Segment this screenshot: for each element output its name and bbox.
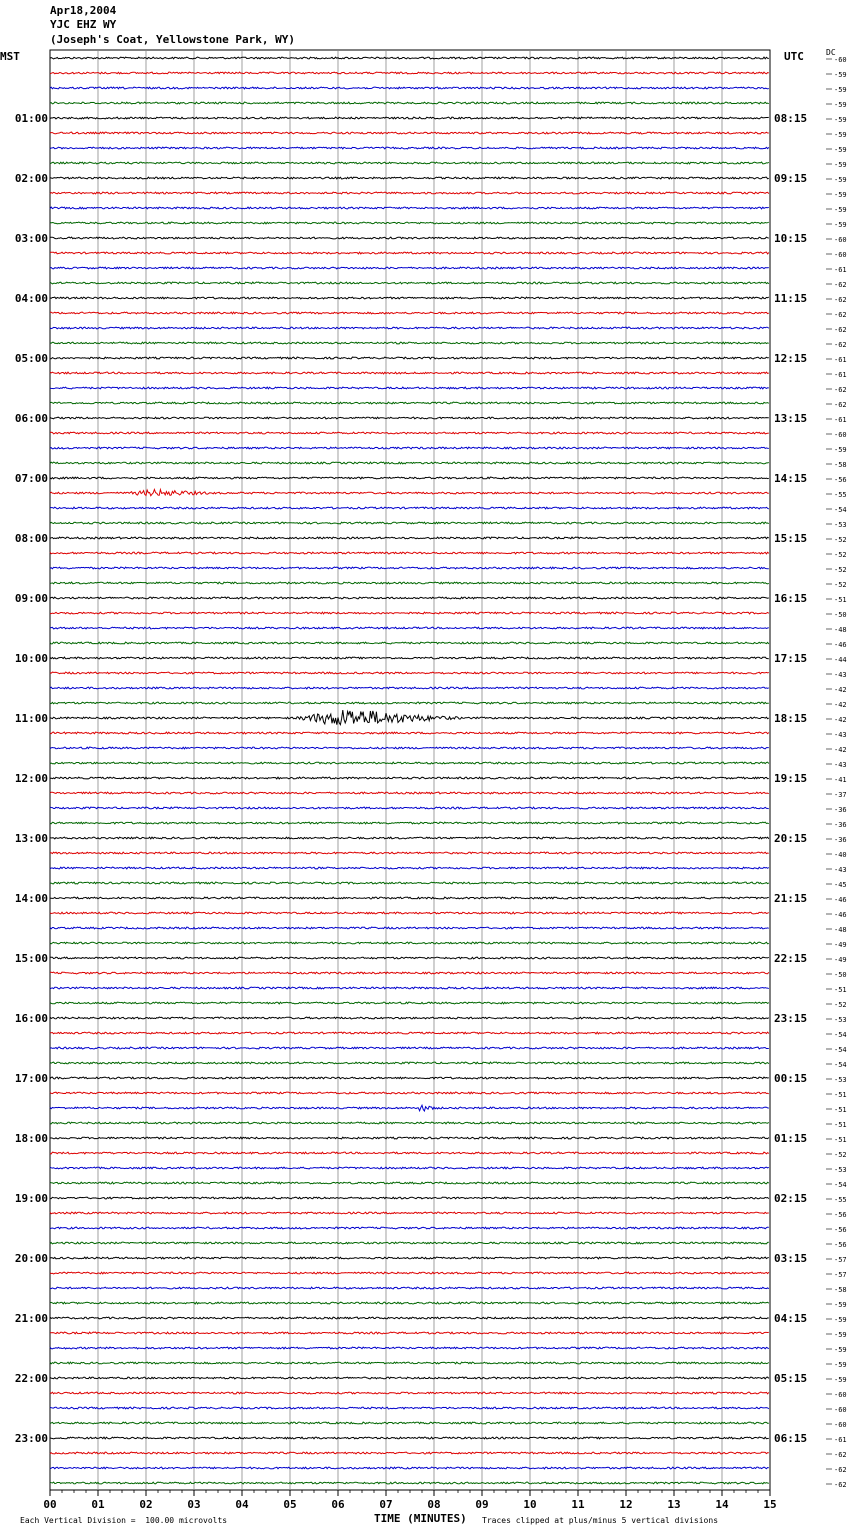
trace-row (50, 1482, 769, 1484)
dc-offset-label: -54 (834, 506, 847, 514)
x-tick-label: 03 (187, 1498, 201, 1511)
dc-offset-label: -52 (834, 536, 847, 544)
trace-row (50, 1257, 769, 1259)
trace-row (50, 1302, 769, 1304)
dc-offset-label: -61 (834, 266, 847, 274)
trace-row (50, 342, 769, 344)
dc-offset-label: -62 (834, 1466, 847, 1474)
dc-offset-label: -62 (834, 296, 847, 304)
trace-row (50, 1452, 769, 1454)
trace-row (50, 1077, 769, 1079)
trace-row (50, 567, 769, 569)
dc-offset-label: -62 (834, 341, 847, 349)
hour-label-right: 01:15 (774, 1132, 808, 1145)
dc-offset-label: -54 (834, 1181, 847, 1189)
x-tick-label: 14 (715, 1498, 729, 1511)
x-tick-label: 05 (283, 1498, 297, 1511)
trace-row (50, 732, 769, 734)
trace-row (50, 117, 769, 119)
dc-offset-label: -59 (834, 101, 847, 109)
trace-row (50, 177, 769, 179)
dc-offset-label: -56 (834, 476, 847, 484)
hour-label-left: 20:00 (14, 1252, 48, 1265)
trace-row (50, 447, 769, 449)
trace-row (50, 927, 769, 929)
dc-offset-label: -60 (834, 1421, 847, 1429)
trace-row (50, 792, 769, 794)
dc-offset-label: -58 (834, 1286, 847, 1294)
dc-offset-label: -42 (834, 686, 847, 694)
hour-label-left: 05:00 (14, 352, 48, 365)
hour-label-right: 14:15 (774, 472, 808, 485)
trace-row (50, 882, 769, 884)
hour-label-left: 18:00 (14, 1132, 48, 1145)
trace-row (50, 1227, 769, 1229)
dc-offset-label: -58 (834, 461, 847, 469)
dc-offset-label: -53 (834, 1166, 847, 1174)
dc-offset-label: -46 (834, 896, 847, 904)
dc-offset-label: -46 (834, 641, 847, 649)
trace-row (50, 1407, 769, 1409)
trace-row (50, 1467, 769, 1469)
dc-offset-label: -60 (834, 251, 847, 259)
dc-offset-label: -41 (834, 776, 847, 784)
dc-offset-label: -51 (834, 986, 847, 994)
dc-offset-label: -59 (834, 1346, 847, 1354)
trace-row (50, 1002, 769, 1004)
x-tick-label: 02 (139, 1498, 153, 1511)
x-tick-label: 13 (667, 1498, 681, 1511)
dc-offset-label: -36 (834, 836, 847, 844)
hour-label-left: 10:00 (14, 652, 48, 665)
dc-offset-label: -62 (834, 1481, 847, 1489)
hour-label-left: 17:00 (14, 1072, 48, 1085)
trace-row (50, 297, 769, 299)
trace-row (50, 1047, 769, 1049)
dc-offset-label: -56 (834, 1226, 847, 1234)
trace-row (50, 490, 769, 496)
trace-row (50, 537, 769, 539)
dc-offset-label: -51 (834, 1121, 847, 1129)
dc-offset-label: -59 (834, 176, 847, 184)
clip-note: Traces clipped at plus/minus 5 vertical divisions (482, 1516, 719, 1525)
trace-row (50, 1422, 769, 1424)
trace-row (50, 1167, 769, 1169)
hour-label-right: 11:15 (774, 292, 808, 305)
trace-row (50, 612, 769, 614)
trace-row (50, 657, 769, 659)
trace-row (50, 597, 769, 599)
dc-offset-label: -53 (834, 521, 847, 529)
trace-row (50, 972, 769, 974)
header-location: (Joseph's Coat, Yellowstone Park, WY) (50, 33, 296, 46)
trace-row (50, 267, 769, 269)
trace-row (50, 1242, 769, 1244)
dc-offset-label: -46 (834, 911, 847, 919)
dc-offset-label: -59 (834, 116, 847, 124)
x-tick-label: 10 (523, 1498, 537, 1511)
trace-row (50, 477, 769, 479)
dc-offset-label: -55 (834, 1196, 847, 1204)
left-zone-label: MST (0, 50, 20, 63)
dc-offset-label: -37 (834, 791, 847, 799)
trace-row (50, 627, 769, 629)
hour-label-left: 23:00 (14, 1432, 48, 1445)
dc-offset-label: -62 (834, 386, 847, 394)
dc-offset-label: -55 (834, 491, 847, 499)
dc-offset-label: -42 (834, 701, 847, 709)
hour-label-right: 18:15 (774, 712, 808, 725)
x-tick-label: 11 (571, 1498, 585, 1511)
hour-label-right: 08:15 (774, 112, 808, 125)
dc-offset-label: -49 (834, 941, 847, 949)
dc-offset-label: -51 (834, 1106, 847, 1114)
dc-offset-label: -62 (834, 311, 847, 319)
dc-offset-label: -59 (834, 146, 847, 154)
hour-label-right: 04:15 (774, 1312, 808, 1325)
dc-offset-label: -54 (834, 1061, 847, 1069)
dc-offset-label: -59 (834, 446, 847, 454)
dc-offset-label: -61 (834, 416, 847, 424)
dc-offset-label: -40 (834, 851, 847, 859)
hour-label-left: 14:00 (14, 892, 48, 905)
dc-offset-label: -52 (834, 1151, 847, 1159)
x-axis-label: TIME (MINUTES) (374, 1512, 467, 1525)
x-tick-label: 08 (427, 1498, 441, 1511)
trace-row (50, 1182, 769, 1184)
dc-offset-label: -48 (834, 626, 847, 634)
trace-row (50, 582, 769, 584)
header-station: YJC EHZ WY (50, 18, 117, 31)
trace-row (50, 687, 769, 689)
hour-label-right: 15:15 (774, 532, 808, 545)
header-date: Apr18,2004 (50, 4, 117, 17)
trace-row (50, 1437, 769, 1439)
dc-offset-label: -43 (834, 866, 847, 874)
trace-row (50, 162, 769, 164)
dc-offset-label: -43 (834, 731, 847, 739)
trace-row (50, 747, 769, 749)
hour-label-left: 15:00 (14, 952, 48, 965)
trace-row (50, 1092, 769, 1094)
dc-offset-label: -61 (834, 1436, 847, 1444)
dc-offset-label: -51 (834, 1091, 847, 1099)
dc-offset-label: -59 (834, 86, 847, 94)
hour-label-left: 16:00 (14, 1012, 48, 1025)
x-tick-label: 12 (619, 1498, 633, 1511)
trace-row (50, 1122, 769, 1124)
trace-row (50, 357, 769, 359)
dc-offset-label: -52 (834, 551, 847, 559)
trace-row (50, 1137, 769, 1139)
x-tick-label: 15 (763, 1498, 777, 1511)
dc-offset-label: -60 (834, 1391, 847, 1399)
hour-label-left: 07:00 (14, 472, 48, 485)
trace-row (50, 852, 769, 854)
trace-row (50, 1062, 769, 1064)
dc-offset-label: -57 (834, 1256, 847, 1264)
trace-row (50, 1332, 769, 1334)
trace-row (50, 237, 769, 239)
trace-row (50, 1197, 769, 1199)
dc-offset-label: -53 (834, 1076, 847, 1084)
dc-offset-label: -59 (834, 131, 847, 139)
dc-offset-label: -51 (834, 1136, 847, 1144)
trace-row (50, 1105, 769, 1111)
trace-row (50, 417, 769, 419)
hour-label-left: 12:00 (14, 772, 48, 785)
hour-label-left: 21:00 (14, 1312, 48, 1325)
x-tick-label: 04 (235, 1498, 249, 1511)
hour-label-right: 16:15 (774, 592, 808, 605)
dc-offset-label: -59 (834, 1331, 847, 1339)
dc-offset-label: -36 (834, 806, 847, 814)
trace-row (50, 702, 769, 704)
trace-row (50, 192, 769, 194)
dc-offset-label: -56 (834, 1241, 847, 1249)
trace-row (50, 1287, 769, 1289)
trace-row (50, 282, 769, 284)
dc-offset-label: -60 (834, 236, 847, 244)
trace-row (50, 1032, 769, 1034)
trace-row (50, 402, 769, 404)
hour-label-right: 13:15 (774, 412, 808, 425)
trace-row (50, 1152, 769, 1154)
hour-label-right: 02:15 (774, 1192, 808, 1205)
x-tick-label: 00 (43, 1498, 57, 1511)
trace-row (50, 312, 769, 314)
dc-offset-label: -56 (834, 1211, 847, 1219)
dc-offset-label: -42 (834, 716, 847, 724)
dc-offset-label: -60 (834, 431, 847, 439)
trace-row (50, 1347, 769, 1349)
dc-offset-label: -53 (834, 1016, 847, 1024)
x-tick-label: 09 (475, 1498, 489, 1511)
hour-label-right: 12:15 (774, 352, 808, 365)
dc-offset-label: -59 (834, 221, 847, 229)
hour-label-right: 05:15 (774, 1372, 808, 1385)
hour-label-left: 01:00 (14, 112, 48, 125)
dc-offset-label: -62 (834, 1451, 847, 1459)
dc-offset-label: -54 (834, 1046, 847, 1054)
trace-row (50, 912, 769, 914)
dc-offset-label: -43 (834, 671, 847, 679)
dc-offset-label: -52 (834, 1001, 847, 1009)
trace-row (50, 642, 769, 644)
hour-label-left: 02:00 (14, 172, 48, 185)
dc-offset-label: -61 (834, 371, 847, 379)
trace-row (50, 1377, 769, 1379)
dc-offset-label: -51 (834, 596, 847, 604)
hour-label-right: 00:15 (774, 1072, 808, 1085)
dc-offset-label: -43 (834, 761, 847, 769)
dc-offset-label: -44 (834, 656, 847, 664)
trace-row (50, 522, 769, 524)
dc-offset-label: -54 (834, 1031, 847, 1039)
trace-row (50, 462, 769, 464)
hour-label-left: 03:00 (14, 232, 48, 245)
x-tick-label: 06 (331, 1498, 345, 1511)
trace-row (50, 807, 769, 809)
dc-offset-label: -45 (834, 881, 847, 889)
x-tick-label: 01 (91, 1498, 105, 1511)
dc-offset-label: -59 (834, 161, 847, 169)
hour-label-left: 09:00 (14, 592, 48, 605)
trace-row (50, 1362, 769, 1364)
dc-offset-label: -62 (834, 401, 847, 409)
dc-offset-label: -59 (834, 71, 847, 79)
dc-offset-label: -52 (834, 581, 847, 589)
trace-row (50, 1017, 769, 1019)
dc-offset-label: -50 (834, 611, 847, 619)
hour-label-left: 22:00 (14, 1372, 48, 1385)
trace-row (50, 252, 769, 254)
trace-row (50, 147, 769, 149)
trace-row (50, 372, 769, 374)
dc-offset-label: -60 (834, 56, 847, 64)
dc-offset-label: -42 (834, 746, 847, 754)
dc-offset-label: -50 (834, 971, 847, 979)
hour-label-left: 19:00 (14, 1192, 48, 1205)
dc-offset-label: -59 (834, 1301, 847, 1309)
trace-row (50, 387, 769, 389)
x-tick-label: 07 (379, 1498, 393, 1511)
dc-label: DC (826, 48, 836, 57)
dc-offset-label: -57 (834, 1271, 847, 1279)
trace-row (50, 957, 769, 959)
trace-row (50, 822, 769, 824)
trace-row (50, 87, 769, 89)
trace-row (50, 432, 769, 434)
trace-row (50, 897, 769, 899)
trace-row (50, 72, 769, 74)
dc-offset-label: -59 (834, 1316, 847, 1324)
trace-row (50, 207, 769, 209)
dc-offset-label: -59 (834, 206, 847, 214)
trace-row (50, 507, 769, 509)
trace-row (50, 1212, 769, 1214)
dc-offset-label: -61 (834, 356, 847, 364)
hour-label-left: 11:00 (14, 712, 48, 725)
hour-label-right: 23:15 (774, 1012, 808, 1025)
hour-label-left: 04:00 (14, 292, 48, 305)
hour-label-left: 06:00 (14, 412, 48, 425)
trace-row (50, 1392, 769, 1394)
dc-offset-label: -62 (834, 326, 847, 334)
dc-offset-label: -52 (834, 566, 847, 574)
hour-label-right: 19:15 (774, 772, 808, 785)
trace-row (50, 672, 769, 674)
trace-row (50, 942, 769, 944)
hour-label-right: 22:15 (774, 952, 808, 965)
right-zone-label: UTC (784, 50, 804, 63)
hour-label-right: 21:15 (774, 892, 808, 905)
trace-row (50, 222, 769, 224)
hour-label-left: 08:00 (14, 532, 48, 545)
dc-offset-label: -62 (834, 281, 847, 289)
trace-row (50, 1317, 769, 1319)
trace-row (50, 987, 769, 989)
dc-offset-label: -49 (834, 956, 847, 964)
trace-row (50, 57, 769, 59)
trace-row (50, 777, 769, 779)
hour-label-right: 17:15 (774, 652, 808, 665)
dc-offset-label: -36 (834, 821, 847, 829)
trace-row (50, 102, 769, 104)
trace-row (50, 132, 769, 134)
trace-row (50, 762, 769, 764)
trace-row (50, 552, 769, 554)
dc-offset-label: -59 (834, 191, 847, 199)
dc-offset-label: -48 (834, 926, 847, 934)
trace-row (50, 710, 769, 725)
hour-label-right: 03:15 (774, 1252, 808, 1265)
trace-row (50, 837, 769, 839)
dc-offset-label: -59 (834, 1361, 847, 1369)
hour-label-right: 09:15 (774, 172, 808, 185)
scale-note: Each Vertical Division = 100.00 microvolts (20, 1516, 228, 1525)
trace-row (50, 867, 769, 869)
hour-label-right: 10:15 (774, 232, 808, 245)
trace-row (50, 1272, 769, 1274)
hour-label-right: 20:15 (774, 832, 808, 845)
hour-label-right: 06:15 (774, 1432, 808, 1445)
hour-label-left: 13:00 (14, 832, 48, 845)
dc-offset-label: -59 (834, 1376, 847, 1384)
dc-offset-label: -60 (834, 1406, 847, 1414)
trace-row (50, 327, 769, 329)
